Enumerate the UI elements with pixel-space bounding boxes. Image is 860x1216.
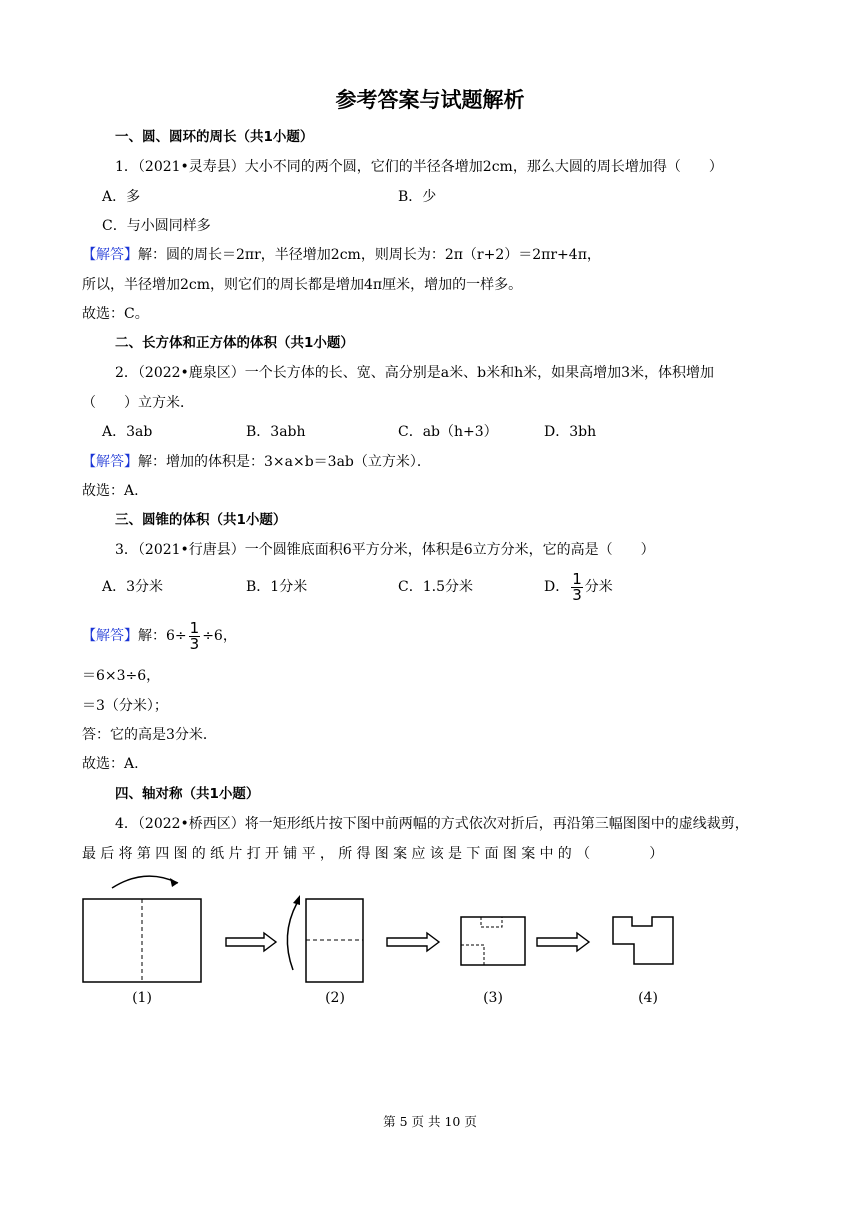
right-arrow-icon <box>226 933 276 951</box>
question-2-option-b: B．3abh <box>246 424 306 440</box>
figure-3-cut-line-top <box>481 917 502 927</box>
question-2-stem-line-1: 2．（2022•鹿泉区）一个长方体的长、宽、高分别是a米、b米和h米，如果高增加3米，体积增加 <box>115 365 715 381</box>
answer-tag: 【解答】 <box>82 454 138 470</box>
question-1-solution-line-2: 所以，半径增加2cm，则它们的周长都是增加4π厘米，增加的一样多。 <box>82 277 523 293</box>
answer-tag: 【解答】 <box>82 628 138 644</box>
question-2-option-a: A．3ab <box>102 424 153 440</box>
question-1-option-b: B．少 <box>398 189 437 205</box>
fraction-one-third <box>189 618 201 653</box>
question-2-option-c: C．ab（h+3） <box>398 424 498 440</box>
fraction-denominator: 3 <box>572 585 582 604</box>
question-1-answer: 故选：C。 <box>82 306 149 322</box>
figure-label-1: (1) <box>132 990 152 1006</box>
question-3-solution-line-2: ＝6×3÷6， <box>82 668 161 684</box>
question-1-option-c: C．与小圆同样多 <box>102 218 211 234</box>
question-3-solution-line-1 <box>82 618 237 654</box>
answer-tag: 【解答】 <box>82 247 138 263</box>
fold-arrow-curve <box>287 903 297 970</box>
fold-arrow-curve <box>112 876 178 888</box>
paper-folding-figure <box>0 865 860 1015</box>
question-3-solution-line-4: 答：它的高是3分米． <box>82 727 217 743</box>
section-heading-axial-symmetry: 四、轴对称（共1小题） <box>115 786 260 802</box>
figure-4-cut-shape <box>613 917 673 964</box>
section-heading-cuboid-volume: 二、长方体和正方体的体积（共1小题） <box>115 335 354 351</box>
fold-arrowhead <box>170 878 178 887</box>
figure-3-cut-line-corner <box>461 945 484 965</box>
page-title: 参考答案与试题解析 <box>335 88 525 112</box>
solution-text: 解：圆的周长＝2πr，半径增加2cm，则周长为：2π（r+2）＝2πr+4π， <box>138 247 601 263</box>
question-3-option-c: C．1.5分米 <box>398 579 473 595</box>
fold-arrowhead <box>293 895 300 905</box>
question-3-stem: 3．（2021•行唐县）一个圆锥底面积6平方分米，体积是6立方分米，它的高是（ ） <box>115 542 655 558</box>
section-heading-circle-perimeter: 一、圆、圆环的周长（共1小题） <box>115 129 314 145</box>
option-d-prefix: D． <box>544 579 570 595</box>
option-d-unit: 分米 <box>584 579 613 595</box>
question-2-solution <box>82 452 431 472</box>
fraction-numerator: 1 <box>189 618 200 637</box>
question-1-stem: 1．（2021•灵寿县）大小不同的两个圆，它们的半径各增加2cm，那么大圆的周长增加得（ ） <box>115 159 723 175</box>
question-1-solution-line-1 <box>82 245 601 265</box>
right-arrow-icon <box>387 933 439 951</box>
question-4-stem-line-1: 4．（2022•桥西区）将一矩形纸片按下图中前两幅的方式依次对折后，再沿第三幅图图中的虚线裁剪， <box>115 816 749 832</box>
figure-3-rectangle <box>461 917 525 965</box>
right-arrow-icon <box>537 933 589 951</box>
figure-label-3: (3) <box>483 990 503 1006</box>
solution-text: 解：增加的体积是：3×a×b＝3ab（立方米）． <box>138 454 431 470</box>
section-heading-cone-volume: 三、圆锥的体积（共1小题） <box>115 512 287 528</box>
question-4-stem-line-2: 最后将第四图的纸片打开铺平，所得图案应该是下面图案中的（ ） <box>82 846 668 862</box>
solution-suffix: ÷6， <box>202 628 237 644</box>
question-1-option-a: A．多 <box>102 189 141 205</box>
fraction-one-third <box>571 569 583 604</box>
question-2-option-d: D．3bh <box>544 424 597 440</box>
question-3-option-d <box>544 569 613 605</box>
question-2-answer: 故选：A. <box>82 483 139 499</box>
fraction-numerator: 1 <box>572 569 582 588</box>
figure-label-2: (2) <box>325 990 345 1006</box>
figure-label-4: (4) <box>638 990 658 1006</box>
question-3-option-b: B．1分米 <box>246 579 308 595</box>
question-2-stem-line-2: （ ）立方米． <box>82 395 194 411</box>
question-3-option-a: A．3分米 <box>102 579 164 595</box>
question-3-answer: 故选：A. <box>82 756 139 772</box>
solution-prefix: 解：6÷ <box>138 628 187 644</box>
page-footer: 第 5 页 共 10 页 <box>383 1114 477 1129</box>
question-3-solution-line-3: ＝3（分米）； <box>82 698 168 714</box>
fraction-denominator: 3 <box>189 634 200 653</box>
